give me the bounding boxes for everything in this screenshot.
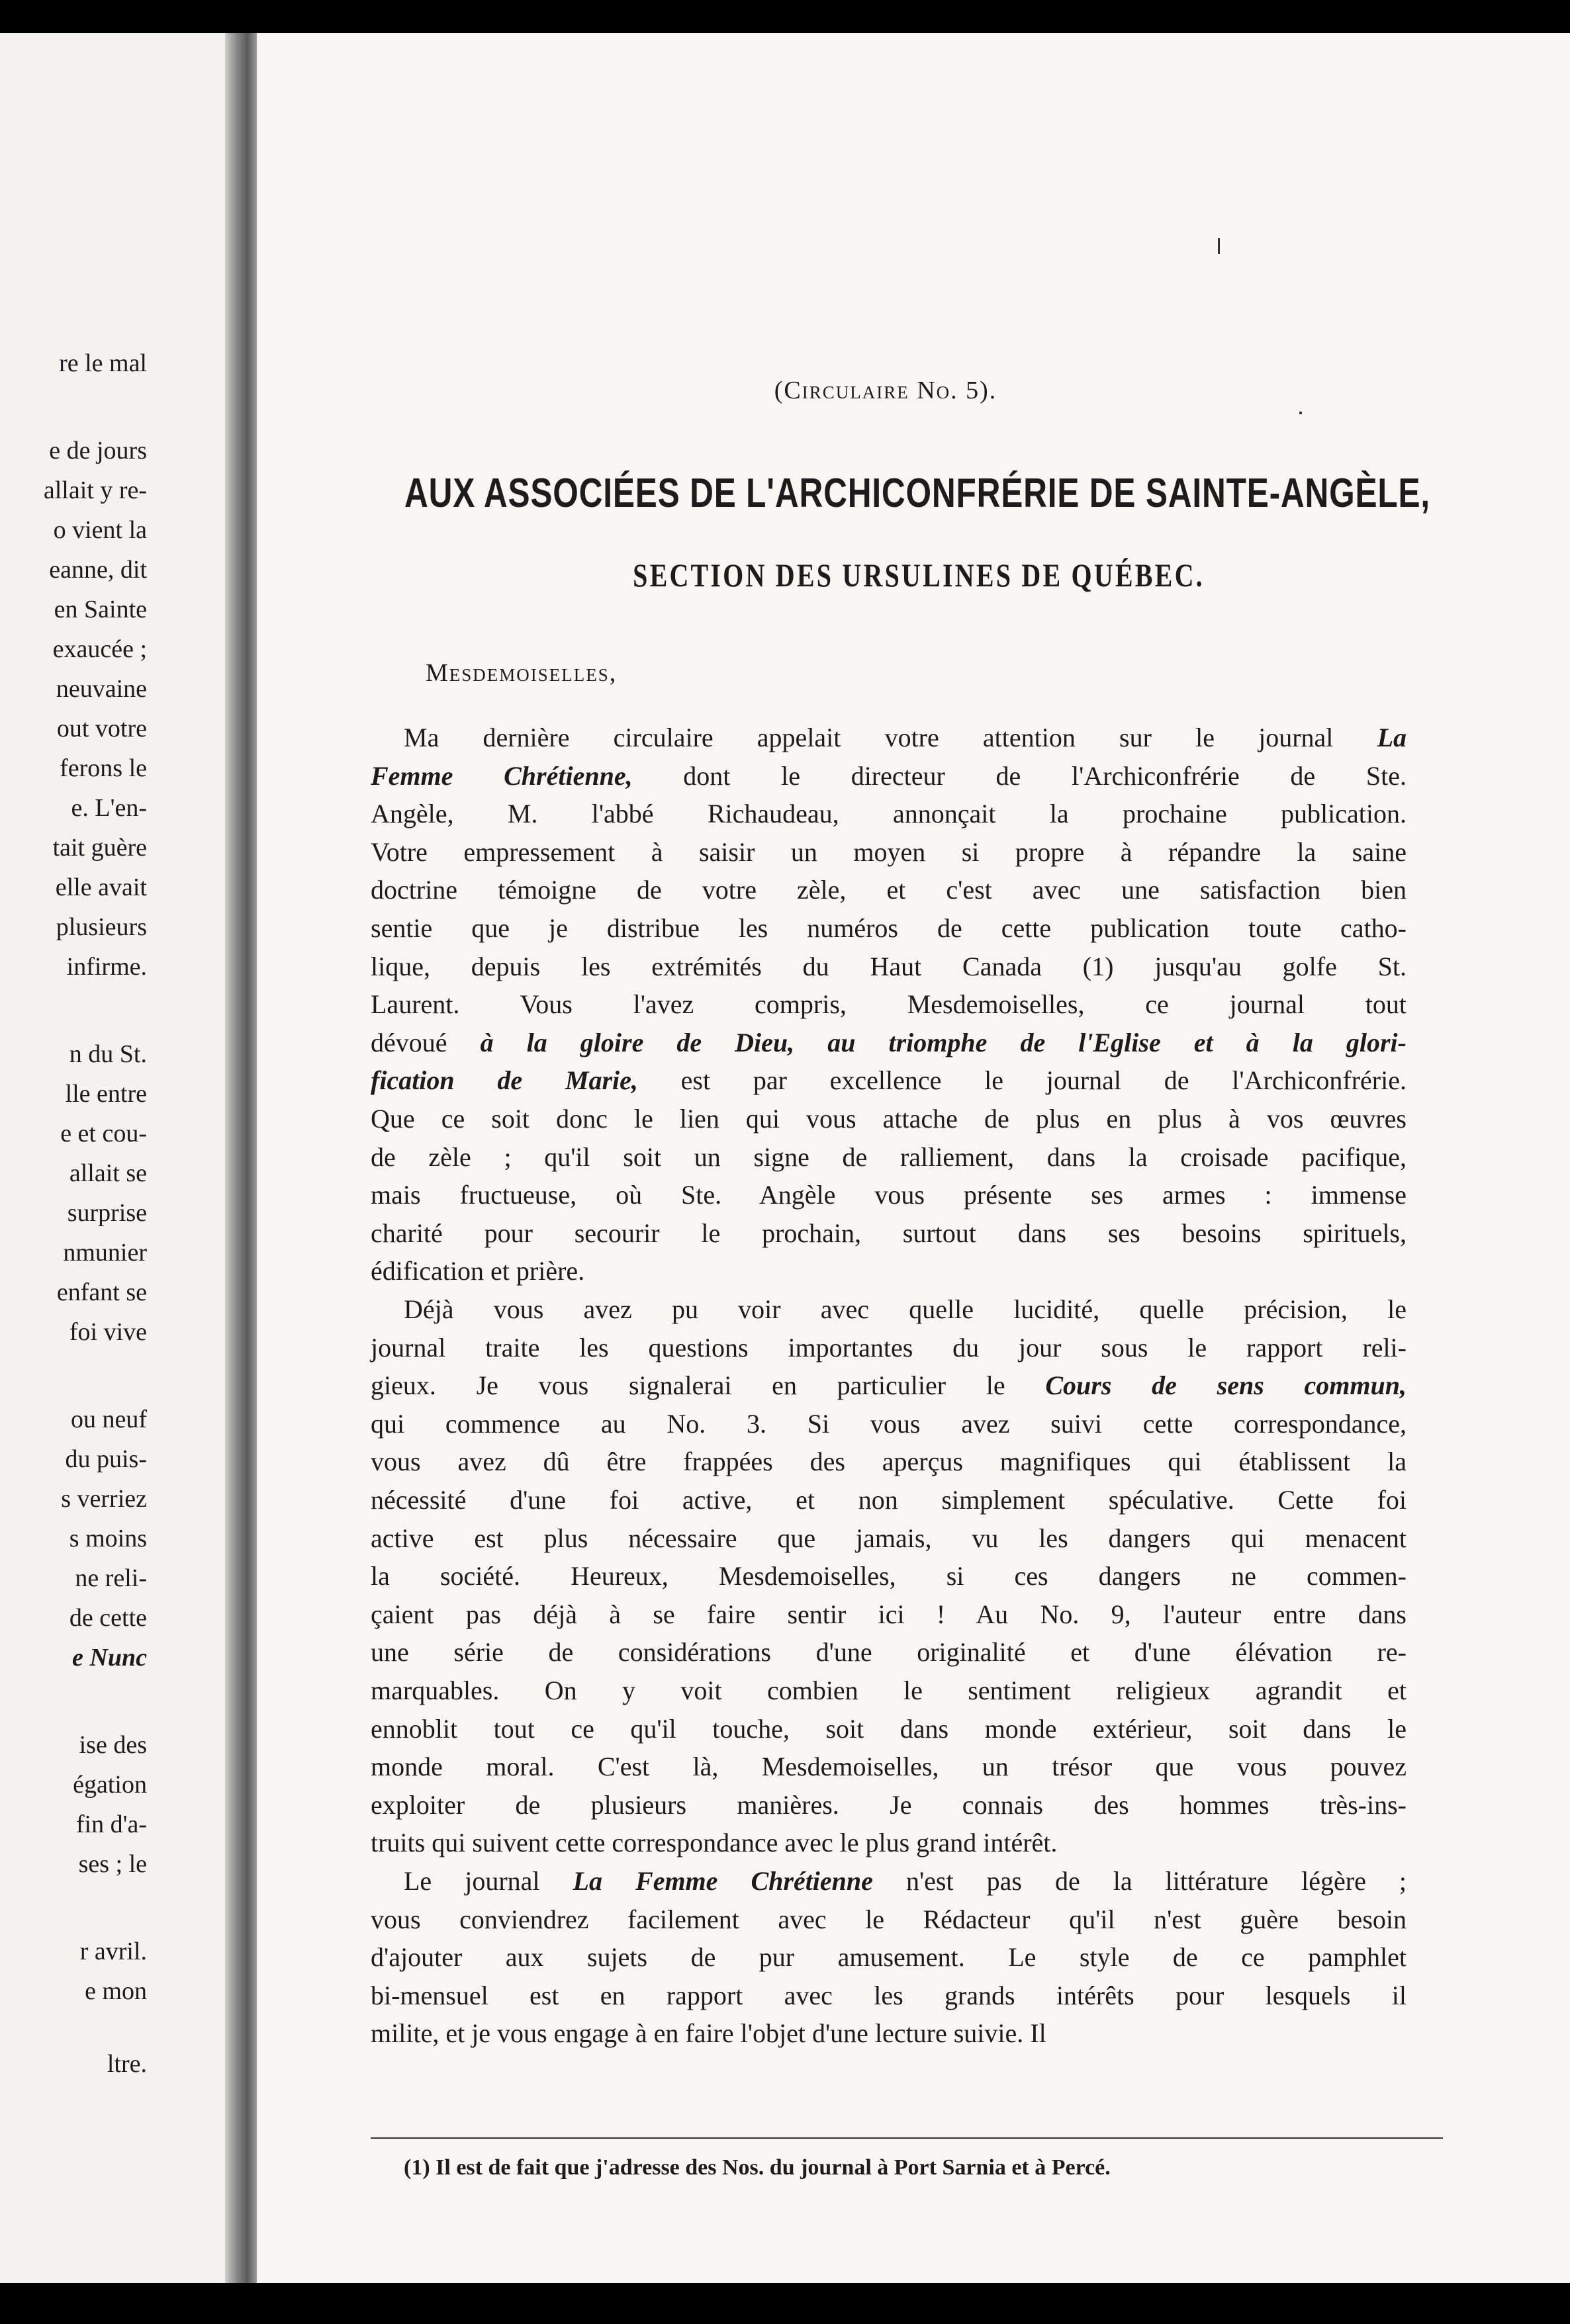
left-page-text-fragment: e mon bbox=[85, 1977, 147, 2005]
text-line bbox=[371, 1258, 1407, 1290]
left-page-text-fragment: elle avait bbox=[55, 873, 147, 901]
text-line bbox=[404, 1868, 1407, 1900]
left-page-text-fragment: exaucée ; bbox=[52, 635, 147, 663]
left-page-text-fragment: du puis- bbox=[65, 1445, 147, 1473]
circular-label: (Circulaire No. 5). bbox=[774, 377, 997, 404]
text-line bbox=[371, 1525, 1407, 1557]
left-page-text-fragment: ses ; le bbox=[78, 1850, 147, 1878]
text-line bbox=[371, 1677, 1407, 1709]
text-segment: çaient pas déjà à se faire sentir ici ! Au No. 9, l'auteur entre dans bbox=[371, 1599, 1407, 1629]
text-segment: Le journal bbox=[404, 1866, 573, 1896]
footnote-rule bbox=[371, 2137, 1443, 2139]
text-line bbox=[371, 1030, 1407, 1061]
text-segment: est par excellence le journal de l'Archiconfrérie. bbox=[637, 1065, 1407, 1095]
left-page-text-fragment: out votre bbox=[56, 715, 147, 742]
sub-heading: SECTION DES URSULINES DE QUÉBEC. bbox=[633, 557, 1205, 594]
text-segment: truits qui suivent cette correspondance avec le plus grand intérêt. bbox=[371, 1828, 1058, 1857]
text-segment: milite, et je vous engage à en faire l'objet d'une lecture suivie. Il bbox=[371, 2018, 1046, 2048]
left-page-text-fragment: r avril. bbox=[79, 1938, 147, 1965]
text-segment: bi-mensuel est en rapport avec les grands intérêts pour lesquels il bbox=[371, 1981, 1407, 2010]
left-page-text-fragment: ltre. bbox=[107, 2050, 147, 2078]
left-page-text-fragment: allait se bbox=[69, 1159, 147, 1187]
text-line bbox=[371, 1449, 1407, 1480]
text-segment: mais fructueuse, où Ste. Angèle vous présente ses armes : immense bbox=[371, 1180, 1407, 1210]
text-line bbox=[371, 1944, 1407, 1976]
left-page-text-fragment: allait y re- bbox=[43, 476, 147, 504]
left-page-text-fragment: plusieurs bbox=[56, 913, 147, 941]
text-segment: doctrine témoigne de votre zèle, et c'est avec une satisfaction bien bbox=[371, 875, 1407, 905]
text-segment: la société. Heureux, Mesdemoiselles, si ces dangers ne commen- bbox=[371, 1561, 1407, 1591]
text-line bbox=[371, 954, 1407, 985]
ink-mark bbox=[1218, 238, 1220, 254]
text-line bbox=[371, 1106, 1407, 1138]
left-page-text-fragment: infirme. bbox=[66, 953, 147, 981]
text-line bbox=[371, 1487, 1407, 1519]
left-page-text-fragment: e. L'en- bbox=[71, 794, 147, 822]
left-page-text-fragment: ise des bbox=[79, 1731, 147, 1759]
left-page-text-fragment: e de jours bbox=[49, 437, 147, 465]
text-line bbox=[404, 1296, 1407, 1328]
left-page-text-fragment: enfant se bbox=[56, 1278, 147, 1306]
text-segment: qui commence au No. 3. Si vous avez suivi cette correspondance, bbox=[371, 1409, 1407, 1439]
text-line bbox=[371, 1716, 1407, 1748]
text-line bbox=[371, 877, 1407, 909]
text-line bbox=[371, 1906, 1407, 1938]
text-segment: charité pour secourir le prochain, surtout dans ses besoins spirituels, bbox=[371, 1218, 1407, 1248]
text-segment: de zèle ; qu'il soit un signe de ralliement, dans la croisade pacifique, bbox=[371, 1142, 1407, 1172]
text-segment: une série de considérations d'une originalité et d'une élévation re- bbox=[371, 1637, 1407, 1667]
text-line bbox=[371, 1067, 1407, 1099]
text-segment: journal traite les questions importantes du jour sous le rapport reli- bbox=[371, 1333, 1407, 1363]
text-line bbox=[371, 1830, 1407, 1861]
left-page-text-fragment: neuvaine bbox=[56, 675, 147, 703]
left-facing-page bbox=[0, 33, 225, 2283]
text-segment: Angèle, M. l'abbé Richaudeau, annonçait la prochaine publication. bbox=[371, 799, 1407, 828]
left-page-text-fragment: surprise bbox=[67, 1199, 147, 1227]
text-line bbox=[404, 725, 1407, 756]
left-page-text-fragment: o vient la bbox=[53, 516, 147, 544]
left-page-text-fragment: en Sainte bbox=[54, 596, 147, 623]
text-segment: Votre empressement à saisir un moyen si propre à répandre la saine bbox=[371, 837, 1407, 867]
right-page bbox=[257, 33, 1570, 2283]
text-segment: lique, depuis les extrémités du Haut Canada (1) jusqu'au golfe St. bbox=[371, 952, 1407, 981]
text-segment: exploiter de plusieurs manières. Je connais des hommes très-ins- bbox=[371, 1790, 1407, 1820]
text-segment: Que ce soit donc le lien qui vous attache de plus en plus à vos œuvres bbox=[371, 1104, 1407, 1134]
text-line bbox=[371, 801, 1407, 832]
left-page-text-fragment: égation bbox=[73, 1771, 147, 1799]
emphasized-text: Femme Chrétienne, bbox=[371, 761, 633, 791]
text-line bbox=[371, 1601, 1407, 1633]
text-line bbox=[371, 839, 1407, 871]
text-segment: vous conviendrez facilement avec le Rédacteur qu'il n'est guère besoin bbox=[371, 1904, 1407, 1934]
text-line bbox=[371, 915, 1407, 947]
text-segment: Laurent. Vous l'avez compris, Mesdemoiselles, ce journal tout bbox=[371, 989, 1407, 1019]
text-line bbox=[371, 1335, 1407, 1366]
text-segment: ennoblit tout ce qu'il touche, soit dans monde extérieur, soit dans le bbox=[371, 1714, 1407, 1744]
left-page-text-fragment: fin d'a- bbox=[75, 1810, 147, 1838]
emphasized-text: Cours de sens commun, bbox=[1045, 1370, 1407, 1400]
text-line bbox=[371, 2020, 1407, 2052]
text-segment: édification et prière. bbox=[371, 1256, 585, 1286]
text-segment: Ma dernière circulaire appelait votre attention sur le journal bbox=[404, 723, 1377, 752]
left-page-text-fragment: re le mal bbox=[59, 349, 147, 377]
left-page-text-fragment: ne reli- bbox=[75, 1564, 147, 1592]
text-segment: dont le directeur de l'Archiconfrérie de Ste. bbox=[632, 761, 1407, 791]
text-segment: Déjà vous avez pu voir avec quelle lucidité, quelle précision, le bbox=[404, 1294, 1407, 1324]
left-page-text-fragment: s verriez bbox=[61, 1485, 147, 1513]
text-line bbox=[371, 1983, 1407, 2014]
text-line bbox=[371, 1220, 1407, 1252]
left-page-text-fragment: foi vive bbox=[69, 1318, 147, 1346]
text-segment: d'ajouter aux sujets de pur amusement. Le style de ce pamphlet bbox=[371, 1942, 1407, 1972]
text-line bbox=[371, 1563, 1407, 1595]
text-line bbox=[371, 991, 1407, 1023]
text-segment: sentie que je distribue les numéros de cette publication toute catho- bbox=[371, 913, 1407, 943]
ink-mark bbox=[1299, 412, 1302, 414]
page-gutter bbox=[225, 33, 257, 2283]
left-page-text-fragment: ferons le bbox=[60, 754, 147, 782]
emphasized-text: La Femme Chrétienne bbox=[573, 1866, 873, 1896]
text-line bbox=[371, 763, 1407, 795]
text-segment: marquables. On y voit combien le sentiment religieux agrandit et bbox=[371, 1676, 1407, 1705]
text-segment: monde moral. C'est là, Mesdemoiselles, un trésor que vous pouvez bbox=[371, 1752, 1407, 1781]
left-page-text-fragment: e et cou- bbox=[60, 1120, 147, 1147]
text-segment: nécessité d'une foi active, et non simplement spéculative. Cette foi bbox=[371, 1485, 1407, 1515]
left-page-text-fragment: n du St. bbox=[69, 1040, 147, 1068]
text-line bbox=[371, 1792, 1407, 1824]
footnote: (1) Il est de fait que j'adresse des Nos. du journal à Port Sarnia et à Percé. bbox=[404, 2155, 1111, 2180]
text-segment: dévoué bbox=[371, 1028, 481, 1057]
emphasized-text: La bbox=[1377, 723, 1407, 752]
left-page-text-fragment: nmunier bbox=[63, 1239, 147, 1267]
left-page-text-fragment: tait guère bbox=[52, 834, 147, 862]
text-line bbox=[371, 1182, 1407, 1214]
salutation: Mesdemoiselles, bbox=[426, 659, 618, 687]
left-page-text-fragment: e Nunc bbox=[72, 1644, 147, 1672]
text-segment: active est plus nécessaire que jamais, vu les dangers qui menacent bbox=[371, 1523, 1407, 1553]
text-line bbox=[371, 1754, 1407, 1785]
text-segment: gieux. Je vous signalerai en particulier le bbox=[371, 1370, 1046, 1400]
left-page-text-fragment: eanne, dit bbox=[49, 556, 147, 584]
text-segment: vous avez dû être frappées des aperçus magnifiques qui établissent la bbox=[371, 1447, 1407, 1476]
left-page-text-fragment: s moins bbox=[69, 1525, 147, 1552]
text-line bbox=[371, 1639, 1407, 1671]
emphasized-text: à la gloire de Dieu, au triomphe de l'Eglise et à la glori- bbox=[480, 1028, 1407, 1057]
text-line bbox=[371, 1144, 1407, 1176]
main-heading: AUX ASSOCIÉES DE L'ARCHICONFRÉRIE DE SAINTE-ANGÈLE, bbox=[404, 470, 1430, 516]
left-page-text-fragment: ou neuf bbox=[70, 1406, 147, 1433]
left-page-text-fragment: lle entre bbox=[65, 1080, 147, 1108]
text-line bbox=[371, 1372, 1407, 1404]
emphasized-text: fication de Marie, bbox=[371, 1065, 638, 1095]
left-page-text-fragment: de cette bbox=[69, 1604, 147, 1632]
text-segment: n'est pas de la littérature légère ; bbox=[872, 1866, 1407, 1896]
text-line bbox=[371, 1411, 1407, 1443]
